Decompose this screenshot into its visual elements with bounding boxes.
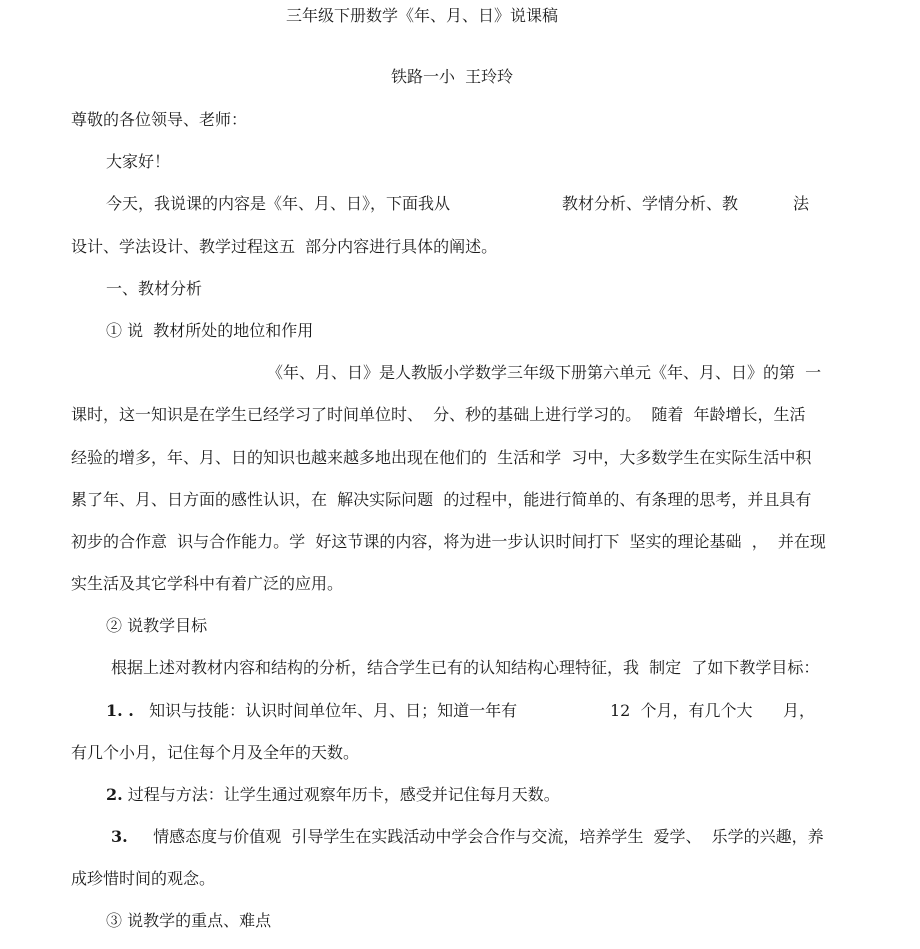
section-heading-textbook-analysis: 一、教材分析 [106,279,203,298]
goal-3-number: 3. [111,827,128,846]
author-line: 铁路一小 王玲玲 [391,67,514,86]
goal-1-line [106,701,517,721]
paragraph-line: 经验的增多，年、月、日的知识也越来越多地出现在他们的 生活和学 习中，大多数学生在实际生活中积 [71,448,812,467]
goal-1-text-wrap: 有几个小月，记住每个月及全年的天数。 [71,743,360,762]
goals-intro: 根据上述对教材内容和结构的分析，结合学生已有的认知结构心理特征，我 制定 了如下教学目标： [111,658,820,677]
document-title: 三年级下册数学《年、月、日》说课稿 [286,6,559,25]
goal-3-text: 情感态度与价值观 引导学生在实践活动中学会合作与交流，培养学生 爱学、 乐学的兴趣，养 [153,827,824,846]
paragraph-line: 课时，这一知识是在学生已经学习了时间单位时、 分、秒的基础上进行学习的。 随着 年龄增长，生活 [71,405,806,424]
goal-2-line [106,785,560,805]
paragraph-line: 初步的合作意 识与合作能力。学 好这节课的内容，将为进一步认识时间打下 坚实的理论基础 ， 并在现 [71,532,826,551]
intro-text-part3: 法 [793,194,810,213]
paragraph-line: 累了年、月、日方面的感性认识，在 解决实际问题 的过程中，能进行简单的、有条理的思考，并且具有 [71,490,812,509]
paragraph-line: 实生活及其它学科中有着广泛的应用。 [71,574,344,593]
intro-text-part2: 教材分析、学情分析、教 [562,194,739,213]
paragraph-line [71,363,821,383]
paragraph-line-text: 《年、月、日》是人教版小学数学三年级下册第六单元《年、月、日》的第 一 [267,363,822,382]
goal-1-text: 知识与技能：认识时间单位年、月、日；知道一年有 [149,701,518,720]
goal-3-text-wrap: 成珍惜时间的观念。 [71,869,216,888]
subheading-position-and-role: ① 说 教材所处的地位和作用 [106,321,314,340]
subheading-teaching-goals: ② 说教学目标 [106,616,208,635]
intro-text-part1: 今天，我说课的内容是《年、月、日》，下面我从 [106,194,451,213]
subheading-key-points: ③ 说教学的重点、难点 [106,911,272,930]
goal-2-number: 2. [106,785,123,804]
greeting: 大家好！ [106,152,171,171]
goal-1-text-continued: 12 个月，有几个大 月， [610,701,816,720]
goal-1-number: 1. . [106,701,134,720]
goal-3-line [111,827,824,847]
salutation: 尊敬的各位领导、老师： [71,110,248,129]
goal-2-text: 过程与方法：让学生通过观察年历卡，感受并记住每月天数。 [127,785,560,804]
intro-text-part4: 设计、学法设计、教学过程这五 部分内容进行具体的阐述。 [71,237,498,256]
